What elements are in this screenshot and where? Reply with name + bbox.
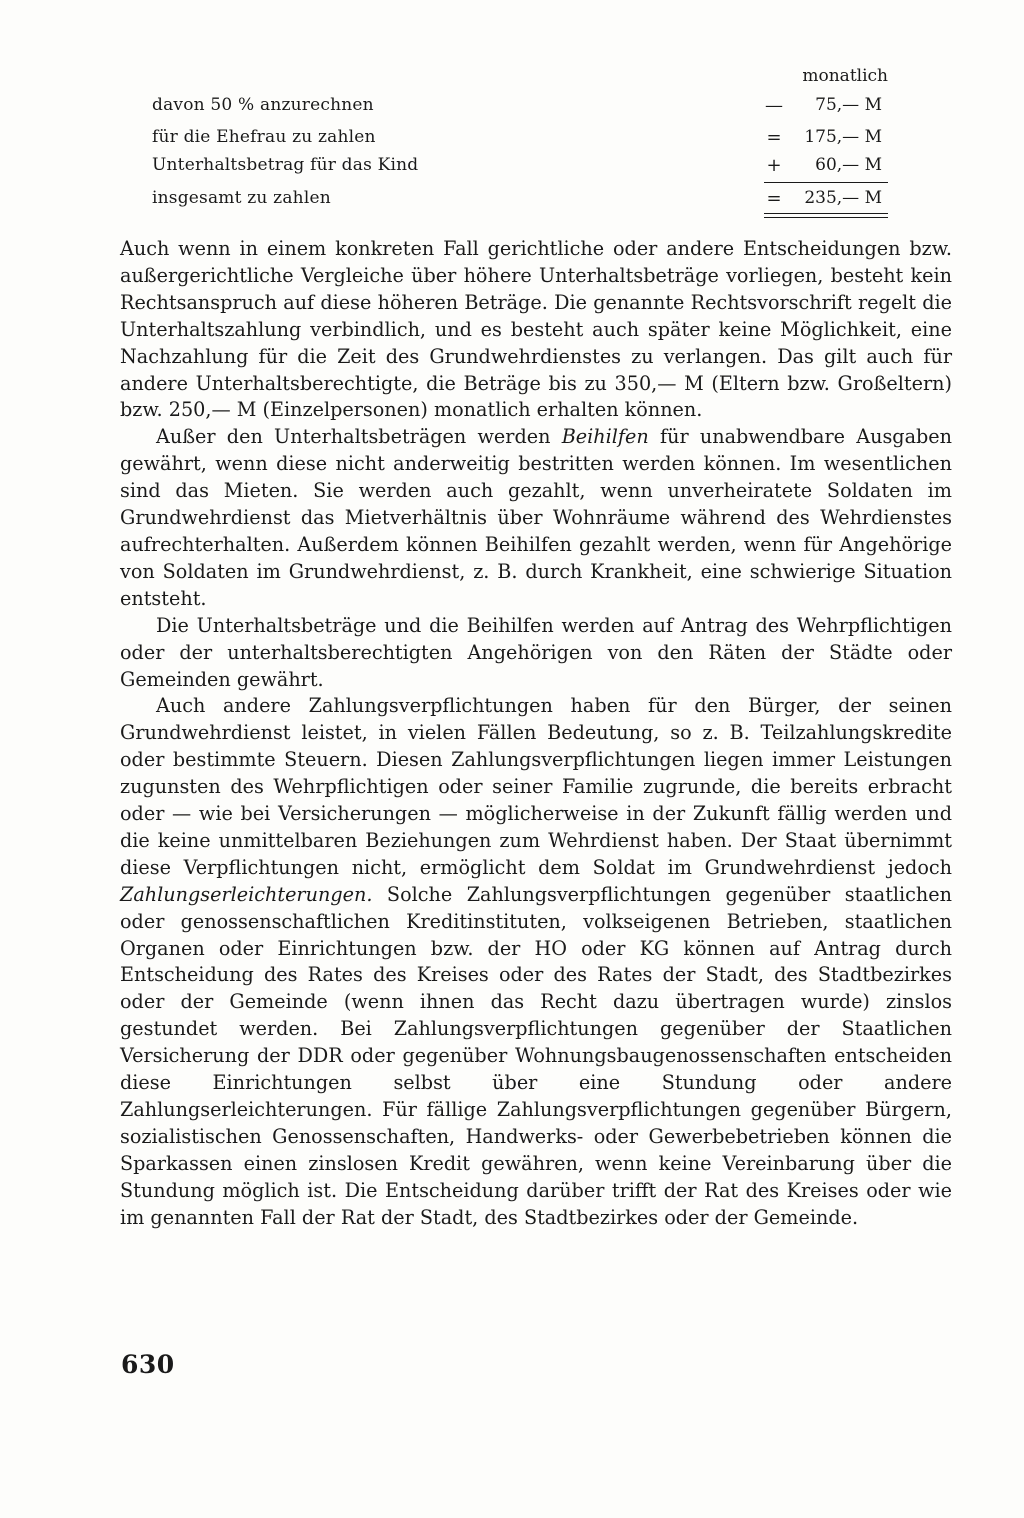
calc-row xyxy=(152,155,888,183)
calc-column-header: monatlich xyxy=(802,66,888,86)
sum-rule xyxy=(764,182,888,183)
calc-row-amount: 60,— M xyxy=(815,155,882,175)
calc-row-amount: 235,— M xyxy=(804,188,882,208)
calc-row-sign: = xyxy=(766,188,782,209)
body-text xyxy=(120,236,952,1232)
italic-term: Zahlungserleichterungen. xyxy=(120,882,373,906)
italic-term: Beihilfen xyxy=(561,425,649,449)
paragraph xyxy=(120,424,952,612)
total-double-rule-bottom xyxy=(764,217,888,218)
paragraph: Auch wenn in einem konkreten Fall gerichtliche oder andere Entscheidungen bzw. außergerichtliche Vergleiche über höhere Unterhaltsbeträge vorliegen, besteht kein Rechtsanspruch auf diese höheren Beträge. Die genannte Rechtsvorschrift regelt die Unterhaltszahlung verbindlich, und es besteht auch später keine Möglichkeit, eine Nachzahlung für die Zeit des Grundwehrdienstes zu verlangen. Das gilt auch für andere Unterhaltsberechtigte, die Beträge bis zu 350,— M (Eltern bzw. Großeltern) bzw. 250,— M (Einzelpersonen) monatlich erhalten können. xyxy=(120,237,952,422)
paragraph-text: Solche Zahlungsverpflichtungen gegenüber staatlichen oder genossenschaftlichen Kreditinstituten, volkseigenen Betrieben, staatlichen Organen oder Einrichtungen bzw. der HO oder KG können auf Antrag durch Entscheidung des Rates des Kreises oder des Rates der Stadt, des Stadtbezirkes oder der Gemeinde (wenn ihnen das Recht dazu übertragen wurde) zinslos gestundet werden. Bei Zahlungsverpflichtungen gegenüber der Staatlichen Versicherung der DDR oder gegenüber Wohnungsbaugenossenschaften entscheiden diese Einrichtungen selbst über eine Stundung oder andere Zahlungserleichterungen. Für fällige Zahlungsverpflichtungen gegenüber Bürgern, sozialistischen Genossenschaften, Handwerks- oder Gewerbebetrieben können die Sparkassen einen zinslosen Kredit gewähren, wenn keine Vereinbarung über die Stundung möglich ist. Die Entscheidung darüber trifft der Rat des Kreises oder wie im genannten Fall der Rat der Stadt, des Stadtbezirkes oder der Gemeinde. xyxy=(120,882,952,1229)
calc-row-label: insgesamt zu zahlen xyxy=(152,188,331,208)
calc-row-amount-cell xyxy=(764,155,882,175)
calc-row-sign: + xyxy=(766,155,782,176)
calc-row-amount-cell xyxy=(764,188,882,208)
calc-row-amount-cell xyxy=(764,127,882,147)
calc-row-sign: = xyxy=(766,127,782,148)
calc-row xyxy=(152,95,888,123)
calc-row-amount-cell xyxy=(764,95,882,115)
calc-row-amount: 175,— M xyxy=(804,127,882,147)
paragraph-text: Außer den Unterhaltsbeträgen werden xyxy=(156,425,562,449)
calc-row-label: für die Ehefrau zu zahlen xyxy=(152,127,376,147)
total-double-rule-top xyxy=(764,213,888,214)
paragraph: Die Unterhaltsbeträge und die Beihilfen werden auf Antrag des Wehrpflichtigen oder der unterhaltsberechtigten Angehörigen von den Räten der Städte oder Gemeinden gewährt. xyxy=(120,613,952,691)
calc-row-sign: — xyxy=(765,95,783,116)
calc-row-label: Unterhaltsbetrag für das Kind xyxy=(152,155,419,175)
page-number: 630 xyxy=(121,1350,175,1379)
calc-row xyxy=(152,188,888,216)
calc-row-amount: 75,— M xyxy=(815,95,882,115)
calc-row xyxy=(152,127,888,155)
paragraph-text: für unabwendbare Ausgaben gewährt, wenn diese nicht anderweitig bestritten werden können. Im wesentlichen sind das Mieten. Sie werden auch gezahlt, wenn unverheiratete Soldaten im Grundwehrdienst das Mietverhältnis über Wohnräume während des Wehrdienstes aufrechterhalten. Außerdem können Beihilfen gezahlt werden, wenn für Angehörige von Soldaten im Grundwehrdienst, z. B. durch Krankheit, eine schwierige Situation entsteht. xyxy=(120,425,953,610)
paragraph-text: Auch andere Zahlungsverpflichtungen haben für den Bürger, der seinen Grundwehrdienst leistet, in vielen Fällen Bedeutung, so z. B. Teilzahlungskredite oder bestimmte Steuern. Diesen Zahlungsverpflichtungen liegen immer Leistungen zugunsten des Wehrpflichtigen oder seiner Familie zugrunde, die bereits erbracht oder — wie bei Versicherungen — möglicherweise in der Zukunft fällig werden und die keine unmittelbaren Beziehungen zum Wehrdienst haben. Der Staat übernimmt diese Verpflichtungen nicht, ermöglicht dem Soldat im Grundwehrdienst jedoch xyxy=(120,694,952,879)
paragraph xyxy=(120,693,952,1231)
calc-row-label: davon 50 % anzurechnen xyxy=(152,95,374,115)
